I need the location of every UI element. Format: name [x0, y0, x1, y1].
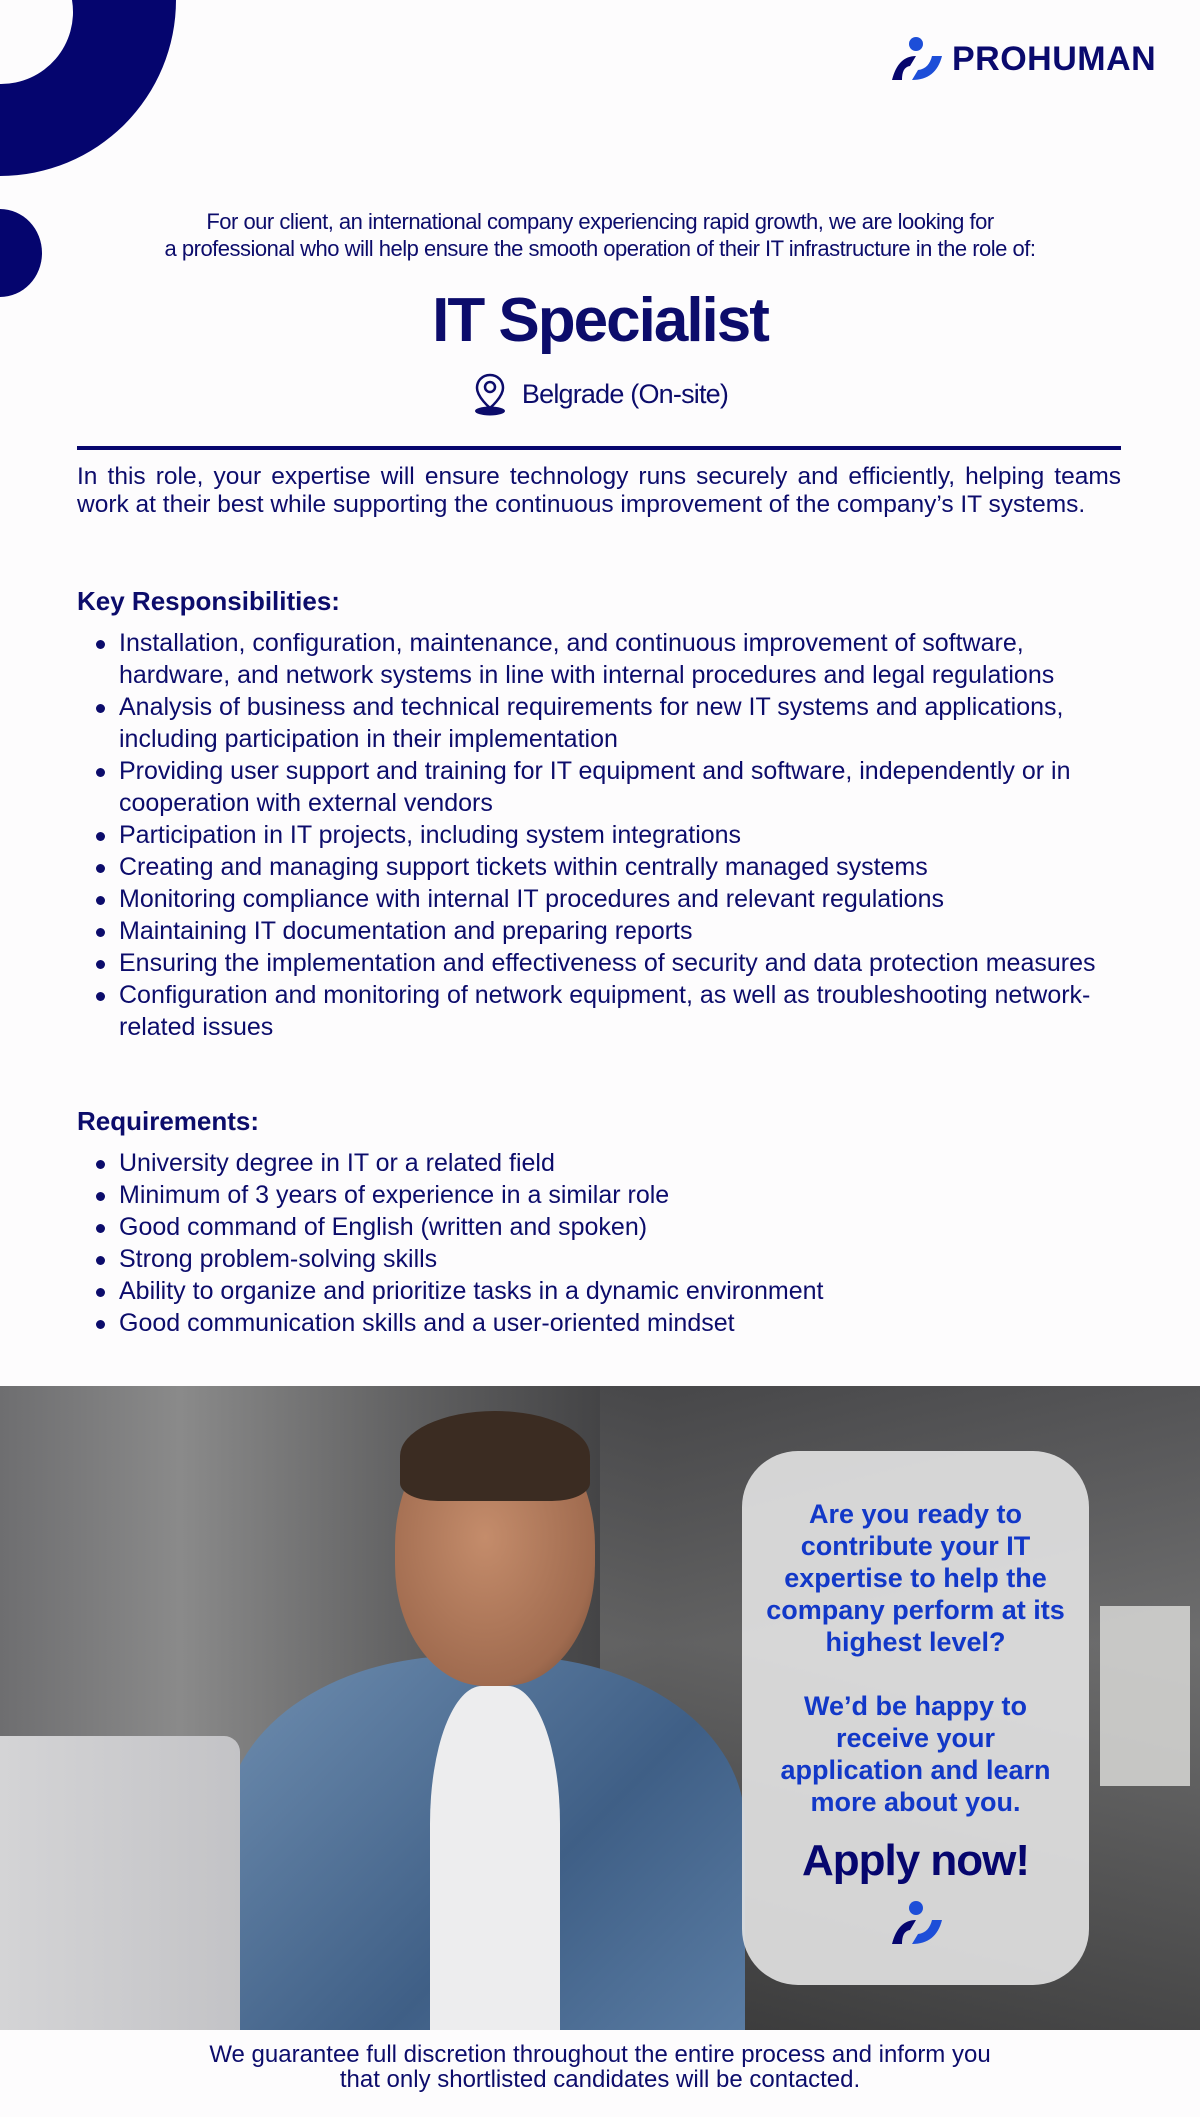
- footer-line: We guarantee full discretion throughout the entire process and inform you: [209, 2041, 991, 2068]
- list-item: Providing user support and training for IT equipment and software, independently or in cooperation with external vendors: [119, 755, 1119, 819]
- job-title: IT Specialist: [432, 286, 768, 355]
- divider: [77, 446, 1121, 450]
- cta-invite: We’d be happy to receive your application and learn more about you.: [780, 1691, 1051, 1817]
- list-item: Good communication skills and a user-oriented mindset: [119, 1307, 1119, 1339]
- intro-line: a professional who will help ensure the smooth operation of their IT infrastructure in the role of:: [164, 236, 1036, 261]
- responsibilities-heading: Key Responsibilities:: [77, 586, 340, 616]
- intro-text: [0, 208, 1200, 262]
- brand-name: PROHUMAN: [952, 39, 1157, 78]
- footer-note: [0, 2042, 1200, 2092]
- list-item: Configuration and monitoring of network equipment, as well as troubleshooting network-related issues: [119, 979, 1119, 1043]
- list-item: Participation in IT projects, including system integrations: [119, 819, 1119, 851]
- photo-person-hair: [400, 1411, 590, 1501]
- cta-card: [742, 1451, 1089, 1985]
- prohuman-mark-icon: [890, 36, 942, 82]
- cta-question: Are you ready to contribute your IT expertise to help the company perform at its highest level?: [766, 1499, 1065, 1657]
- list-item: Analysis of business and technical requirements for new IT systems and applications, including participation in their implementation: [119, 691, 1119, 755]
- list-item: Good command of English (written and spoken): [119, 1211, 1119, 1243]
- list-item: Installation, configuration, maintenance, and continuous improvement of software, hardware, and network systems in line with internal procedures and legal regulations: [119, 627, 1119, 691]
- list-item: Ability to organize and prioritize tasks in a dynamic environment: [119, 1275, 1119, 1307]
- decorative-shapes: [0, 0, 200, 310]
- decorative-ring: [0, 0, 176, 176]
- prohuman-mark-icon: [890, 1900, 942, 1946]
- apply-now-text: Apply now!: [801, 1836, 1030, 1885]
- photo-laptop: [0, 1736, 240, 2030]
- photo-shelf: [1100, 1606, 1190, 1786]
- location-label: Belgrade (On-site): [521, 378, 729, 409]
- list-item: Creating and managing support tickets within centrally managed systems: [119, 851, 1119, 883]
- role-summary: In this role, your expertise will ensure technology runs securely and efficiently, helping teams work at their best while supporting the continuous improvement of the company’s IT systems.: [77, 463, 1121, 518]
- photo-person-tshirt: [430, 1686, 560, 2030]
- list-item: University degree in IT or a related field: [119, 1147, 1119, 1179]
- prohuman-logo: [890, 36, 1156, 82]
- list-item: Monitoring compliance with internal IT procedures and relevant regulations: [119, 883, 1119, 915]
- list-item: Ensuring the implementation and effectiveness of security and data protection measures: [119, 947, 1119, 979]
- requirements-list: [77, 1147, 1119, 1339]
- list-item: Minimum of 3 years of experience in a similar role: [119, 1179, 1119, 1211]
- responsibilities-list: [77, 627, 1119, 1043]
- requirements-heading: Requirements:: [77, 1106, 260, 1136]
- list-item: Maintaining IT documentation and preparing reports: [119, 915, 1119, 947]
- footer-line: that only shortlisted candidates will be contacted.: [339, 2066, 861, 2093]
- map-pin-icon: [472, 372, 508, 416]
- intro-line: For our client, an international company experiencing rapid growth, we are looking for: [206, 209, 994, 234]
- list-item: Strong problem-solving skills: [119, 1243, 1119, 1275]
- job-location: [0, 372, 1200, 416]
